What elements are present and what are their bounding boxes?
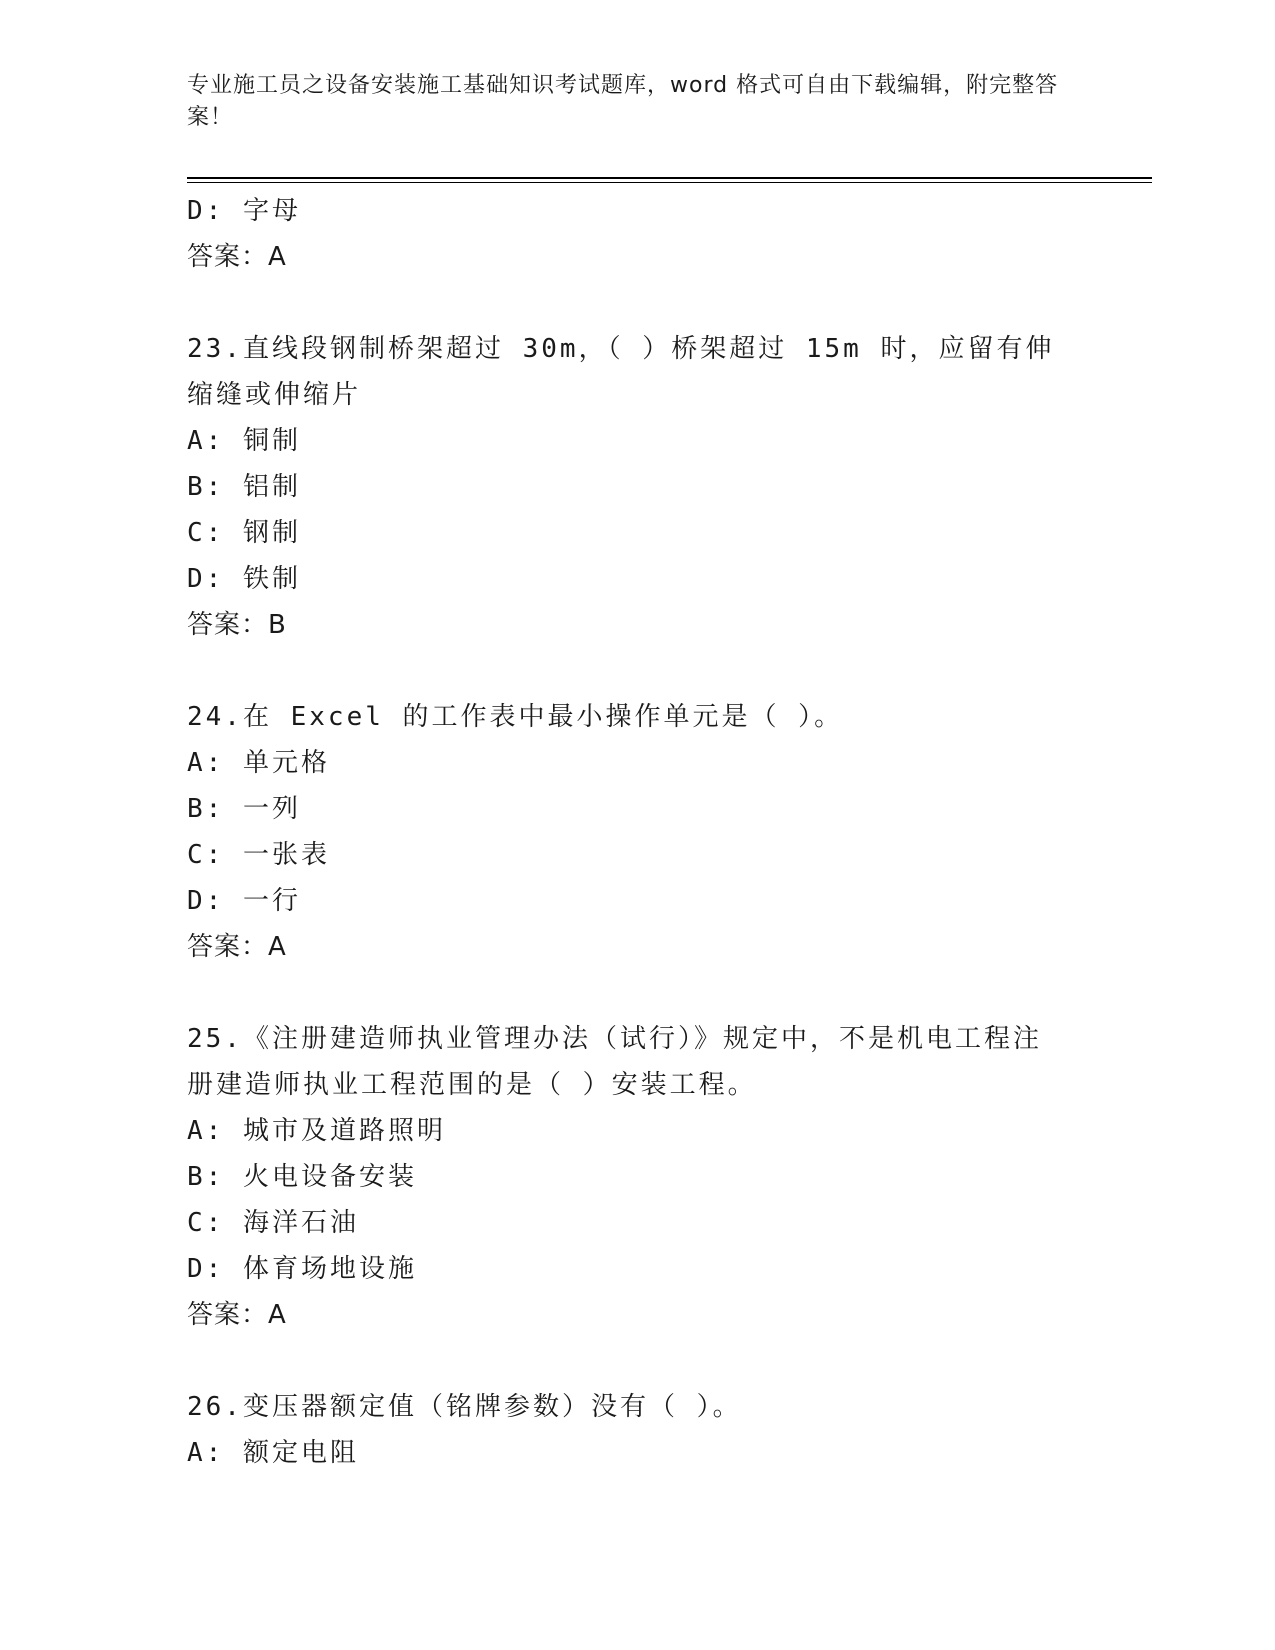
option-c: C: 一张表 — [187, 840, 330, 870]
question-24 — [187, 694, 1087, 970]
answer: 答案：A — [187, 1300, 287, 1330]
option-d: D: 字母 — [187, 196, 301, 226]
header-text: 专业施工员之设备安装施工基础知识考试题库，word 格式可自由下载编辑，附完整答案！ — [187, 73, 1059, 130]
question-25 — [187, 1016, 1087, 1338]
option-b: B: 火电设备安装 — [187, 1162, 417, 1192]
question-26 — [187, 1384, 1087, 1476]
spacer — [187, 970, 1087, 1016]
spacer — [187, 280, 1087, 326]
option-a: A: 额定电阻 — [187, 1438, 359, 1468]
option-a: A: 城市及道路照明 — [187, 1116, 446, 1146]
spacer — [187, 1338, 1087, 1384]
option-d: D: 铁制 — [187, 564, 301, 594]
option-b: B: 铝制 — [187, 472, 301, 502]
document-header — [187, 70, 1077, 134]
option-d: D: 一行 — [187, 886, 301, 916]
option-c: C: 海洋石油 — [187, 1208, 359, 1238]
option-d: D: 体育场地设施 — [187, 1254, 417, 1284]
question-stem: 25.《注册建造师执业管理办法（试行）》规定中，不是机电工程注册建造师执业工程范围的是（ ）安装工程。 — [187, 1024, 1042, 1100]
option-b: B: 一列 — [187, 794, 301, 824]
question-stem: 24.在 Excel 的工作表中最小操作单元是（ ）。 — [187, 702, 844, 732]
answer: 答案：A — [187, 242, 287, 272]
option-a: A: 单元格 — [187, 748, 330, 778]
question-content — [187, 188, 1087, 1476]
header-rule-thick — [187, 177, 1152, 179]
answer: 答案：A — [187, 932, 287, 962]
answer: 答案：B — [187, 610, 287, 640]
spacer — [187, 648, 1087, 694]
question-stem: 26.变压器额定值（铭牌参数）没有（ ）。 — [187, 1392, 742, 1422]
option-a: A: 铜制 — [187, 426, 301, 456]
question-stem: 23.直线段钢制桥架超过 30m，（ ）桥架超过 15m 时，应留有伸缩缝或伸缩片 — [187, 334, 1055, 410]
question-23 — [187, 326, 1087, 648]
header-rule-thin — [187, 182, 1152, 183]
option-c: C: 钢制 — [187, 518, 301, 548]
